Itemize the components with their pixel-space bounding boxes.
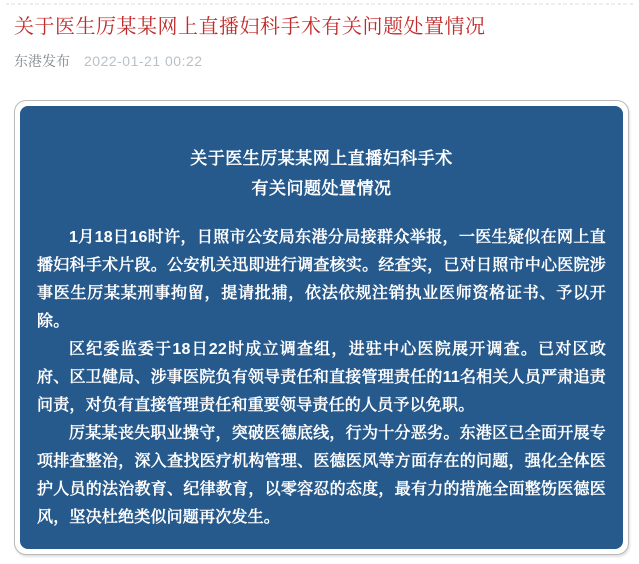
announcement-paragraph: 厉某某丧失职业操守，突破医德底线，行为十分恶劣。东港区已全面开展专项排查整治，深入查找医疗机构管理、医德医风等方面存在的问题，强化全体医护人员的法治教育、纪律教育，以零容忍的态度，最有力的措施全面整饬医德医风，坚决杜绝类似问题再次发生。: [37, 425, 606, 526]
announcement-paragraph: 1月18日16时许，日照市公安局东港分局接群众举报，一医生疑似在网上直播妇科手术片段。公安机关迅即进行调查核实。经查实，已对日照市中心医院涉事医生厉某某刑事拘留，提请批捕，依法依规注销执业医师资格证书、予以开除。: [37, 229, 606, 330]
publish-timestamp: 2022-01-21 00:22: [84, 53, 203, 69]
announcement-paragraph: 区纪委监委于18日22时成立调查组，进驻中心医院展开调查。已对区政府、区卫健局、涉事医院负有领导责任和直接管理责任的11名相关人员严肃追责问责，对负有直接管理责任和重要领导责任的人员予以免职。: [37, 341, 606, 414]
announcement-heading-line2: 有关问题处置情况: [251, 179, 392, 198]
announcement-body: [37, 224, 606, 532]
announcement-card: [14, 100, 629, 555]
announcement-heading: [37, 144, 606, 204]
page-title: 关于医生厉某某网上直播妇科手术有关问题处置情况: [14, 16, 486, 38]
announcement-panel: [20, 106, 623, 549]
announcement-heading-line1: 关于医生厉某某网上直播妇科手术: [190, 149, 453, 168]
article-meta: [14, 53, 625, 70]
source-label: 东港发布: [14, 53, 70, 69]
clipped-text-artifact: [6, 3, 633, 5]
